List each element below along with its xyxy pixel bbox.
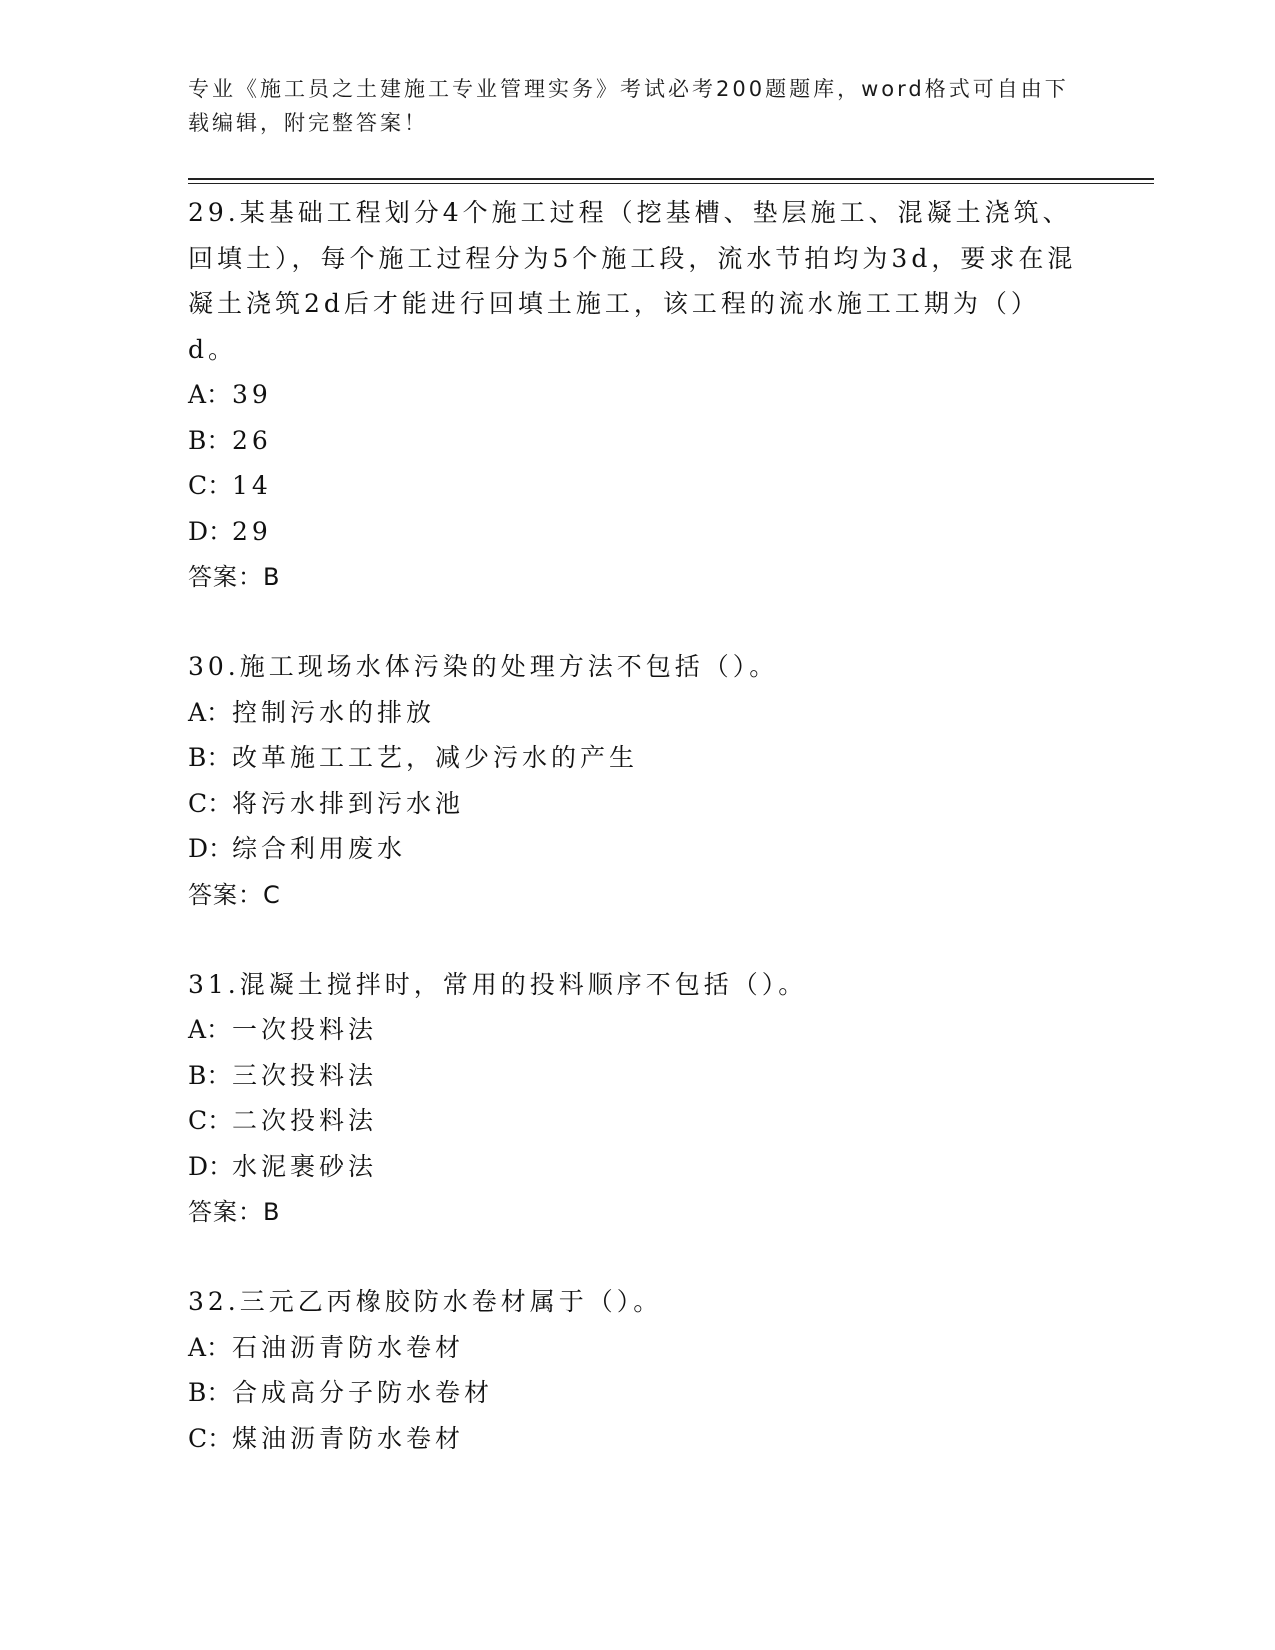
option-text: 二次投料法 bbox=[232, 1106, 378, 1135]
option-key: B： bbox=[188, 425, 232, 455]
option-a bbox=[188, 1325, 1088, 1371]
option-key: C： bbox=[188, 471, 233, 500]
option-text: 三次投料法 bbox=[232, 1060, 378, 1090]
option-text: 控制污水的排放 bbox=[232, 697, 436, 727]
spacer bbox=[188, 600, 1088, 644]
option-b bbox=[188, 418, 1088, 464]
option-text: 综合利用废水 bbox=[232, 834, 407, 863]
option-key: B： bbox=[188, 1378, 232, 1407]
option-a bbox=[188, 1007, 1088, 1053]
option-c bbox=[188, 1416, 1088, 1462]
question-list bbox=[188, 190, 1088, 1461]
answer-line: 答案：C bbox=[188, 880, 281, 909]
option-a bbox=[188, 372, 1088, 418]
option-key: C： bbox=[188, 788, 233, 818]
option-key: D： bbox=[188, 834, 234, 863]
option-key: D： bbox=[188, 516, 234, 546]
question-stem: 29.某基础工程划分4个施工过程（挖基槽、垫层施工、混凝土浇筑、回填土），每个施工过程分为5个施工段，流水节拍均为3d，要求在混凝土浇筑2d后才能进行回填土施工，该工程的流水施工工期为（）d。 bbox=[188, 198, 1077, 364]
option-key: B： bbox=[188, 743, 232, 772]
option-key: A： bbox=[188, 697, 232, 727]
header-rule-thick bbox=[188, 178, 1154, 180]
option-key: D： bbox=[188, 1151, 234, 1181]
option-text: 14 bbox=[232, 471, 272, 500]
option-key: A： bbox=[188, 380, 232, 409]
option-key: A： bbox=[188, 1015, 232, 1044]
question-stem: 30.施工现场水体污染的处理方法不包括（）。 bbox=[188, 652, 779, 681]
option-text: 合成高分子防水卷材 bbox=[232, 1378, 494, 1407]
page-header: 专业《施工员之土建施工专业管理实务》考试必考200题题库，word格式可自由下载编辑，附完整答案！ bbox=[188, 77, 1069, 135]
option-d bbox=[188, 1144, 1088, 1190]
option-text: 石油沥青防水卷材 bbox=[232, 1332, 465, 1362]
question-30 bbox=[188, 644, 1088, 918]
option-b bbox=[188, 1053, 1088, 1099]
option-text: 一次投料法 bbox=[232, 1015, 378, 1044]
question-stem: 32.三元乙丙橡胶防水卷材属于（）。 bbox=[188, 1287, 663, 1316]
spacer bbox=[188, 918, 1088, 962]
option-d bbox=[188, 826, 1088, 872]
option-a bbox=[188, 690, 1088, 736]
option-text: 39 bbox=[232, 380, 272, 409]
spacer bbox=[188, 1235, 1088, 1279]
option-c bbox=[188, 781, 1088, 827]
option-key: B： bbox=[188, 1060, 232, 1090]
option-b bbox=[188, 735, 1088, 781]
question-stem: 31.混凝土搅拌时，常用的投料顺序不包括（）。 bbox=[188, 969, 808, 999]
option-b bbox=[188, 1370, 1088, 1416]
option-key: C： bbox=[188, 1423, 233, 1453]
option-text: 煤油沥青防水卷材 bbox=[232, 1423, 465, 1453]
question-31 bbox=[188, 962, 1088, 1236]
option-key: A： bbox=[188, 1332, 232, 1362]
option-c bbox=[188, 463, 1088, 509]
answer-line: 答案：B bbox=[188, 563, 281, 591]
question-32 bbox=[188, 1279, 1088, 1461]
header-rule-thin bbox=[188, 183, 1154, 184]
option-key: C： bbox=[188, 1106, 233, 1135]
option-text: 26 bbox=[232, 425, 272, 455]
option-d bbox=[188, 509, 1088, 555]
option-text: 29 bbox=[232, 516, 272, 546]
option-text: 将污水排到污水池 bbox=[232, 788, 465, 818]
question-29 bbox=[188, 190, 1088, 600]
option-c bbox=[188, 1098, 1088, 1144]
answer-line: 答案：B bbox=[188, 1198, 281, 1226]
option-text: 改革施工工艺，减少污水的产生 bbox=[232, 743, 639, 772]
option-text: 水泥裹砂法 bbox=[232, 1151, 378, 1181]
